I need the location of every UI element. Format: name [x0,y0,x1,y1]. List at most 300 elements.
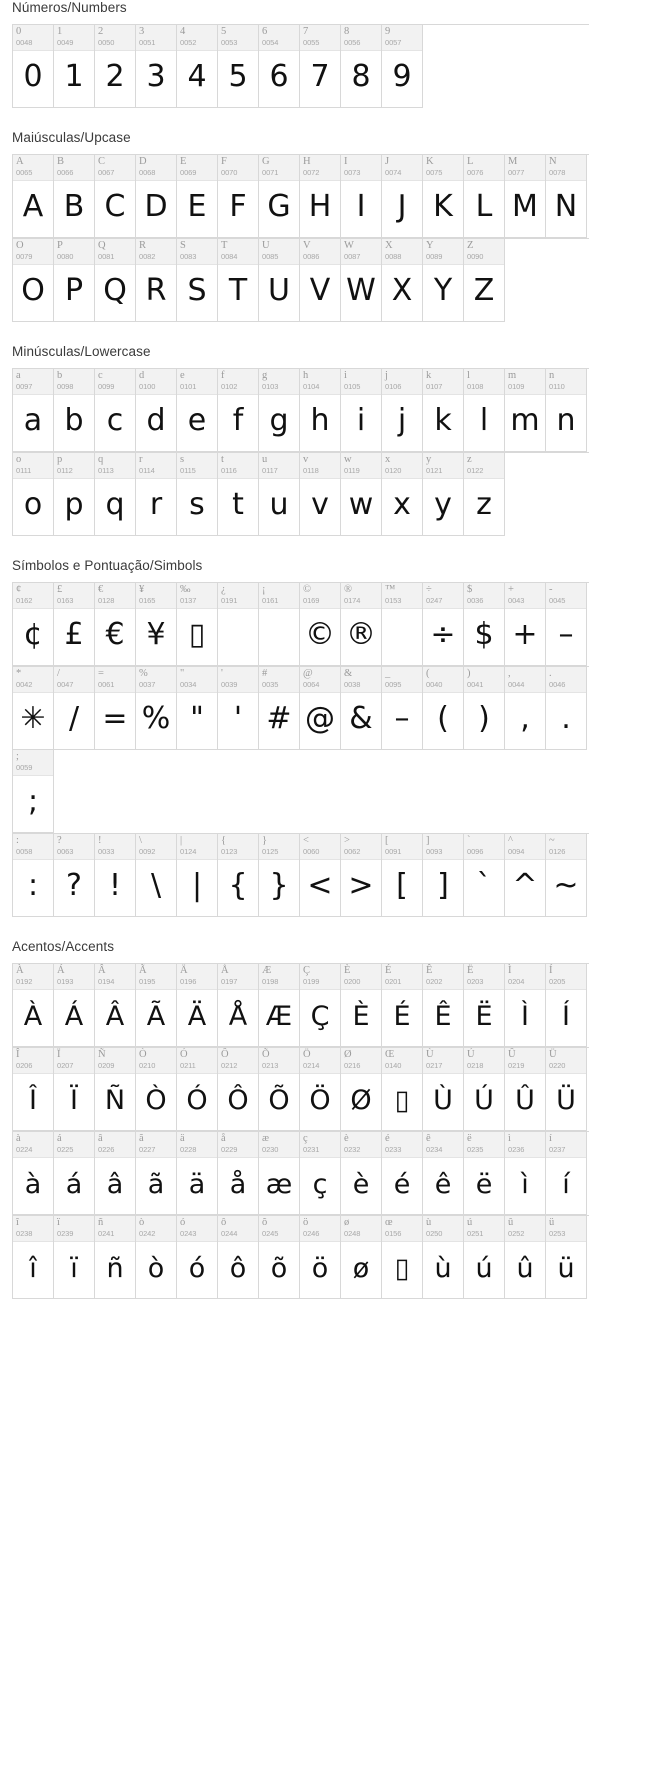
glyph-cell[interactable] [54,239,95,322]
glyph-preview: r [149,487,163,522]
glyph-cell[interactable] [382,453,423,536]
glyph-cell[interactable] [464,834,505,917]
glyph-char-label: @ [303,668,313,679]
glyph-preview [382,609,422,665]
glyph-cell[interactable] [95,453,136,536]
glyph-cell[interactable] [505,155,546,238]
glyph-meta [13,1132,53,1158]
glyph-cell[interactable] [218,453,259,536]
glyph-cell[interactable] [423,453,464,536]
glyph-cell[interactable] [341,1132,382,1215]
glyph-cell[interactable] [259,1048,300,1131]
glyph-code-label: 0203 [467,977,484,986]
glyph-cell[interactable] [218,1048,259,1131]
glyph-char-label: T [221,240,228,251]
glyph-cell[interactable] [177,1216,218,1299]
glyph-code-label: 0128 [98,596,115,605]
glyph-cell[interactable] [423,1048,464,1131]
glyph-char-label: 5 [221,26,227,37]
glyph-cell[interactable] [13,239,54,322]
glyph-meta [505,583,545,609]
glyph-cell[interactable] [95,1132,136,1215]
glyph-cell[interactable] [54,1048,95,1131]
glyph-char-label: ™ [385,584,396,595]
glyph-char-label: j [385,370,388,381]
glyph-cell[interactable] [95,583,136,666]
glyph-cell[interactable] [259,1132,300,1215]
glyph-cell[interactable] [136,453,177,536]
glyph-cell[interactable] [382,1048,423,1131]
glyph-cell[interactable] [505,964,546,1047]
glyph-meta [218,369,258,395]
glyph-char-label: f [221,370,225,381]
glyph-cell[interactable] [136,1048,177,1131]
glyph-cell[interactable] [464,239,505,322]
glyph-cell[interactable] [423,667,464,750]
glyph-cell[interactable] [177,583,218,666]
glyph-cell[interactable] [505,667,546,750]
glyph-code-label: 0084 [221,252,238,261]
glyph-meta [341,583,381,609]
glyph-code-label: 0091 [385,847,402,856]
glyph-meta [382,667,422,693]
glyph-cell[interactable] [382,1216,423,1299]
glyph-cell[interactable] [54,964,95,1047]
glyph-meta [95,155,135,181]
glyph-cell[interactable] [423,155,464,238]
glyph-cell[interactable] [218,1216,259,1299]
glyph-char-label: s [180,454,185,465]
glyph-cell[interactable] [341,583,382,666]
glyph-char-label: U [262,240,270,251]
glyph-meta [136,583,176,609]
glyph-cell[interactable] [95,239,136,322]
glyph-cell[interactable] [54,155,95,238]
glyph-cell[interactable] [177,239,218,322]
glyph-char-label: d [139,370,145,381]
glyph-meta [300,453,340,479]
glyph-cell[interactable] [423,583,464,666]
glyph-cell[interactable] [423,964,464,1047]
glyph-cell[interactable] [136,834,177,917]
glyph-char-label: Ò [139,1049,147,1060]
glyph-cell[interactable] [136,239,177,322]
glyph-char-label: Å [221,965,229,976]
glyph-code-label: 0111 [16,466,32,475]
glyph-cell[interactable] [218,834,259,917]
glyph-preview: V [309,273,331,308]
glyph-preview: Ï [70,1084,78,1116]
glyph-preview: ï [70,1252,78,1284]
glyph-cell[interactable] [546,369,587,452]
glyph-code-label: 0251 [467,1229,484,1238]
glyph-code-label: 0165 [139,596,156,605]
glyph-cell[interactable] [505,1216,546,1299]
glyph-cell[interactable] [259,239,300,322]
glyph-cell[interactable] [259,667,300,750]
glyph-cell[interactable] [95,369,136,452]
glyph-cell[interactable] [259,964,300,1047]
glyph-meta [423,453,463,479]
glyph-cell[interactable] [13,667,54,750]
glyph-preview: ] [437,868,449,903]
glyph-meta [505,1132,545,1158]
glyph-code-label: 0241 [98,1229,115,1238]
glyph-cell[interactable] [13,834,54,917]
glyph-char-label: b [57,370,63,381]
glyph-cell[interactable] [341,1048,382,1131]
glyph-cell[interactable] [546,583,587,666]
glyph-cell[interactable] [13,155,54,238]
glyph-cell[interactable] [341,667,382,750]
glyph-char-label: ) [467,668,471,679]
glyph-cell[interactable] [95,964,136,1047]
glyph-cell[interactable] [423,369,464,452]
glyph-cell[interactable] [177,1132,218,1215]
glyph-meta [136,834,176,860]
glyph-cell[interactable] [95,155,136,238]
glyph-cell[interactable] [136,667,177,750]
glyph-cell[interactable] [300,239,341,322]
glyph-cell[interactable] [546,155,587,238]
glyph-char-label: Ù [426,1049,434,1060]
glyph-cell[interactable] [13,583,54,666]
glyph-cell[interactable] [177,25,218,108]
glyph-preview: ¥ [146,617,166,652]
glyph-preview: U [268,273,290,308]
glyph-cell[interactable] [13,1216,54,1299]
glyph-cell[interactable] [300,667,341,750]
section-title: Maiúsculas/Upcase [12,130,131,145]
glyph-meta [423,964,463,990]
glyph-meta [218,1216,258,1242]
glyph-cell[interactable] [423,1132,464,1215]
glyph-section [0,939,661,1299]
glyph-char-label: A [16,156,24,167]
glyph-cell[interactable] [259,369,300,452]
glyph-preview: â [106,1168,124,1200]
glyph-cell[interactable] [464,369,505,452]
glyph-meta [423,1048,463,1074]
glyph-preview: . [561,701,571,736]
glyph-cell[interactable] [505,583,546,666]
glyph-cell[interactable] [54,834,95,917]
glyph-cell[interactable] [300,834,341,917]
glyph-cell[interactable] [177,834,218,917]
glyph-cell[interactable] [341,155,382,238]
glyph-cell[interactable] [54,1132,95,1215]
glyph-cell[interactable] [300,369,341,452]
glyph-preview: À [23,1000,43,1032]
glyph-cell[interactable] [464,1132,505,1215]
glyph-cell[interactable] [546,667,587,750]
glyph-code-label: 0054 [262,38,279,47]
glyph-meta [95,369,135,395]
glyph-preview: ▯ [394,1252,410,1284]
glyph-meta [259,1132,299,1158]
glyph-cell[interactable] [136,1132,177,1215]
glyph-cell[interactable] [464,1216,505,1299]
glyph-cell[interactable] [382,667,423,750]
glyph-cell[interactable] [218,239,259,322]
glyph-cell[interactable] [546,1216,587,1299]
glyph-cell[interactable] [13,369,54,452]
glyph-meta [423,834,463,860]
glyph-meta [546,155,586,181]
glyph-char-label: - [549,584,553,595]
glyph-cell[interactable] [341,1216,382,1299]
glyph-code-label: 0236 [508,1145,525,1154]
glyph-cell[interactable] [218,964,259,1047]
glyph-meta [300,1132,340,1158]
glyph-cell[interactable] [423,239,464,322]
glyph-cell[interactable] [218,583,259,666]
glyph-char-label: Ë [467,965,474,976]
glyph-meta [136,155,176,181]
glyph-cell[interactable] [177,369,218,452]
glyph-preview: í [562,1168,570,1200]
glyph-meta [423,583,463,609]
glyph-cell[interactable] [177,964,218,1047]
glyph-cell[interactable] [136,583,177,666]
glyph-cell[interactable] [464,964,505,1047]
glyph-cell[interactable] [546,1048,587,1131]
glyph-cell[interactable] [382,834,423,917]
glyph-cell[interactable] [95,667,136,750]
glyph-cell[interactable] [423,834,464,917]
glyph-cell[interactable] [13,453,54,536]
glyph-code-label: 0198 [262,977,279,986]
glyph-cell[interactable] [177,155,218,238]
glyph-cell[interactable] [546,1132,587,1215]
glyph-cell[interactable] [177,453,218,536]
glyph-code-label: 0074 [385,168,402,177]
glyph-cell[interactable] [218,155,259,238]
glyph-cell[interactable] [136,369,177,452]
glyph-cell[interactable] [54,1216,95,1299]
glyph-cell[interactable] [300,964,341,1047]
glyph-cell[interactable] [218,25,259,108]
glyph-preview: Ñ [104,1084,126,1116]
glyph-cell[interactable] [136,25,177,108]
glyph-preview: S [187,273,207,308]
glyph-cell[interactable] [341,25,382,108]
glyph-char-label: 2 [98,26,104,37]
glyph-code-label: 0045 [549,596,566,605]
glyph-cell[interactable] [382,369,423,452]
glyph-preview: s [189,487,205,522]
glyph-char-label: # [262,668,268,679]
glyph-cell[interactable] [505,1132,546,1215]
glyph-preview: d [146,403,166,438]
glyph-cell[interactable] [382,239,423,322]
glyph-cell[interactable] [464,155,505,238]
glyph-code-label: 0250 [426,1229,443,1238]
glyph-cell[interactable] [423,1216,464,1299]
glyph-preview: ó [188,1252,206,1284]
glyph-char-label: ' [221,668,223,679]
glyph-cell[interactable] [300,155,341,238]
glyph-code-label: 0041 [467,680,484,689]
glyph-cell[interactable] [54,583,95,666]
glyph-cell[interactable] [177,667,218,750]
glyph-code-label: 0153 [385,596,402,605]
glyph-char-label: ; [16,751,19,762]
glyph-cell[interactable] [54,667,95,750]
glyph-cell[interactable] [259,1216,300,1299]
glyph-cell[interactable] [218,1132,259,1215]
glyph-meta [464,583,504,609]
glyph-char-label: N [549,156,557,167]
glyph-char-label: Ó [180,1049,188,1060]
glyph-cell[interactable] [95,25,136,108]
glyph-cell[interactable] [464,583,505,666]
glyph-preview: 8 [351,59,371,94]
glyph-cell[interactable] [546,834,587,917]
glyph-cell[interactable] [218,667,259,750]
glyph-cell[interactable] [259,583,300,666]
glyph-cell[interactable] [382,1132,423,1215]
glyph-cell[interactable] [218,369,259,452]
glyph-cell[interactable] [259,155,300,238]
glyph-preview: ê [434,1168,452,1200]
glyph-code-label: 0230 [262,1145,279,1154]
glyph-cell[interactable] [259,25,300,108]
glyph-code-label: 0243 [180,1229,197,1238]
glyph-cell[interactable] [13,964,54,1047]
glyph-cell[interactable] [341,964,382,1047]
glyph-preview: $ [474,617,494,652]
glyph-preview: N [554,189,578,224]
glyph-cell[interactable] [259,834,300,917]
glyph-cell[interactable] [382,583,423,666]
section-title: Números/Numbers [12,0,127,15]
glyph-code-label: 0118 [303,466,319,475]
glyph-cell[interactable] [13,750,54,833]
glyph-code-label: 0068 [139,168,156,177]
glyph-cell[interactable] [136,155,177,238]
glyph-code-label: 0065 [16,168,33,177]
glyph-char-label: * [16,668,22,679]
glyph-char-label: . [549,668,552,679]
glyph-cell[interactable] [464,667,505,750]
glyph-cell[interactable] [300,1048,341,1131]
glyph-meta [136,453,176,479]
glyph-char-label: ¡ [262,584,266,595]
glyph-cell[interactable] [300,25,341,108]
glyph-char-label: á [57,1133,62,1144]
glyph-meta [136,1216,176,1242]
glyph-code-label: 0101 [180,382,197,391]
glyph-meta [341,453,381,479]
glyph-char-label: Ì [508,965,512,976]
glyph-cell[interactable] [95,1048,136,1131]
glyph-code-label: 0103 [262,382,279,391]
glyph-meta [505,834,545,860]
glyph-cell[interactable] [546,964,587,1047]
glyph-cell[interactable] [300,453,341,536]
glyph-cell[interactable] [136,964,177,1047]
glyph-cell[interactable] [464,1048,505,1131]
glyph-char-label: ë [467,1133,472,1144]
glyph-code-label: 0253 [549,1229,566,1238]
glyph-preview: Ã [146,1000,166,1032]
glyph-preview: @ [305,701,335,736]
glyph-preview: Ä [187,1000,207,1032]
glyph-code-label: 0209 [98,1061,115,1070]
glyph-cell[interactable] [505,369,546,452]
glyph-cell[interactable] [464,453,505,536]
glyph-meta [423,1132,463,1158]
glyph-meta [13,750,53,776]
glyph-cell[interactable] [505,834,546,917]
glyph-preview: 1 [64,59,84,94]
glyph-cell[interactable] [341,834,382,917]
glyph-cell[interactable] [300,1216,341,1299]
glyph-meta [54,583,94,609]
glyph-meta [136,369,176,395]
glyph-cell[interactable] [54,369,95,452]
glyph-code-label: 0119 [344,466,360,475]
glyph-cell[interactable] [341,369,382,452]
glyph-preview: æ [265,1168,293,1200]
glyph-cell[interactable] [382,964,423,1047]
glyph-code-label: 0076 [467,168,484,177]
glyph-cell[interactable] [13,1132,54,1215]
glyph-preview: ä [188,1168,206,1200]
glyph-code-label: 0247 [426,596,443,605]
glyph-meta [505,369,545,395]
glyph-cell[interactable] [382,25,423,108]
glyph-preview: H [308,189,332,224]
glyph-code-label: 0040 [426,680,443,689]
glyph-meta [136,25,176,51]
glyph-cell[interactable] [505,1048,546,1131]
glyph-cell[interactable] [177,1048,218,1131]
glyph-cell[interactable] [341,453,382,536]
glyph-char-label: ø [344,1217,350,1228]
glyph-char-label: + [508,584,514,595]
glyph-meta [177,667,217,693]
glyph-meta [13,583,53,609]
glyph-meta [505,1048,545,1074]
glyph-cell[interactable] [13,25,54,108]
glyph-code-label: 0105 [344,382,361,391]
glyph-cell[interactable] [13,1048,54,1131]
glyph-cell[interactable] [136,1216,177,1299]
glyph-cell[interactable] [95,834,136,917]
glyph-meta [13,834,53,860]
glyph-code-label: 0231 [303,1145,320,1154]
glyph-cell[interactable] [341,239,382,322]
glyph-cell[interactable] [300,583,341,666]
glyph-code-label: 0062 [344,847,361,856]
glyph-cell[interactable] [54,453,95,536]
glyph-cell[interactable] [300,1132,341,1215]
glyph-char-label: 1 [57,26,63,37]
glyph-char-label: Z [467,240,474,251]
glyph-meta [54,1216,94,1242]
glyph-char-label: Á [57,965,65,976]
glyph-meta [505,667,545,693]
glyph-preview: Æ [265,1000,293,1032]
glyph-meta [54,369,94,395]
glyph-cell[interactable] [95,1216,136,1299]
glyph-cell[interactable] [54,25,95,108]
glyph-cell[interactable] [382,155,423,238]
glyph-cell[interactable] [259,453,300,536]
glyph-meta [95,834,135,860]
